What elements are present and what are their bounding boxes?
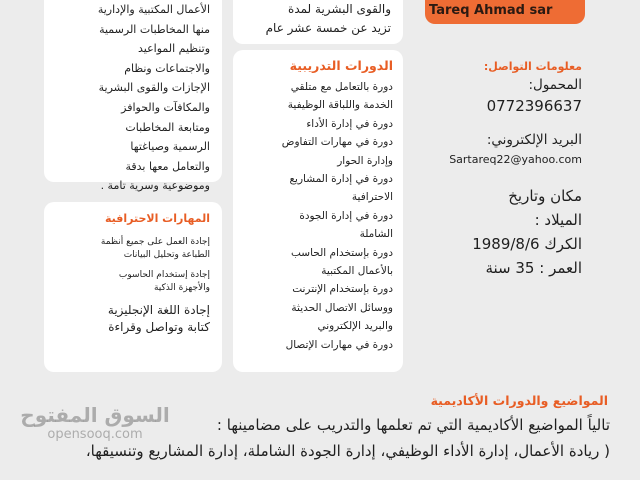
skill-line: إجادة العمل على جميع أنظمة [100, 237, 210, 247]
skill-line: والأجهزة الذكية [153, 283, 210, 293]
training-line: دورة في إدارة الجودة [299, 209, 393, 222]
academic-line: ( ريادة الأعمال، إدارة الأداء الوظيفي، إدارة الجودة الشاملة، إدارة المشاريع وتنسيقها، [85, 442, 610, 460]
skill-line: كتابة وتواصل وقراءة [108, 320, 210, 334]
experience-line: وموضوعية وسرية تامة . [100, 179, 210, 193]
name-badge: Tareq Ahmad sar [425, 0, 585, 24]
training-line: الخدمة واللباقة الوظيفية [287, 99, 393, 112]
skill-line: الطباعة وتحليل البيانات [123, 250, 210, 260]
training-line: الشاملة [359, 228, 393, 241]
mobile-number: 0772396637 [486, 97, 582, 115]
watermark-latin: opensooq.com [47, 427, 143, 442]
experience-line: وتنظيم المواعيد [137, 42, 210, 56]
experience-card [44, 0, 222, 193]
contact-title: معلومات التواصل: [483, 60, 582, 73]
training-line: دورة بإستخدام الحاسب [291, 246, 393, 259]
training-line: دورة في مهارات الإتصال [285, 338, 393, 351]
contact-section [430, 58, 582, 280]
academic-line: تالياً المواضيع الأكاديمية التي تم تعلمها والتدريب على مضامينها : [216, 416, 610, 434]
experience-line: والاجتماعات ونظام [124, 61, 210, 75]
mobile-label: المحمول: [528, 77, 582, 93]
training-line: دورة بالتعامل مع متلقي [290, 81, 393, 93]
watermark-arabic: السوق المفتوح [20, 403, 170, 427]
experience-line: والتعامل معها بدقة [125, 159, 210, 173]
experience-line: الأعمال المكتبية والإدارية [97, 3, 210, 16]
experience-line: منها المخاطبات الرسمية [99, 22, 210, 36]
experience-line: الرسمية وصياغتها [130, 140, 210, 154]
birth-label: مكان وتاريخ [508, 187, 582, 205]
training-line: دورة في إدارة المشاريع [289, 173, 393, 186]
watermark [10, 402, 180, 442]
training-line: الاحترافية [351, 191, 393, 204]
experience-line: الإجازات والقوى البشرية [98, 81, 210, 95]
training-card [233, 50, 403, 372]
training-line: وإدارة الحوار [337, 154, 393, 167]
training-title: الدورات التدريبية [289, 58, 393, 73]
training-line: والبريد الإلكتروني [317, 320, 393, 333]
experience-line: ومتابعة المخاطبات [125, 120, 210, 134]
age-value: العمر : 35 سنة [485, 259, 582, 277]
training-line: دورة في مهارات التفاوض [281, 136, 393, 149]
skill-line: إجادة اللغة الإنجليزية [107, 303, 210, 317]
academic-title: المواضيع والدورات الأكاديمية [430, 393, 608, 408]
birth-label: الميلاد : [534, 211, 582, 229]
skills-card [44, 202, 222, 372]
email-label: البريد الإلكتروني: [486, 132, 582, 148]
email-address: Sartareq22@yahoo.com [449, 153, 582, 166]
training-line: دورة بإستخدام الإنترنت [292, 283, 393, 296]
birth-value: الكرك 1989/8/6 [472, 235, 582, 253]
summary-line: والقوى البشرية لمدة [288, 2, 391, 16]
summary-line: تزيد عن خمسة عشر عام [265, 21, 391, 35]
summary-card [233, 0, 403, 44]
training-line: ووسائل الاتصال الحديثة [291, 301, 393, 314]
training-line: دورة في إدارة الأداء [306, 117, 393, 130]
skill-line: إجادة إستخدام الحاسوب [118, 270, 210, 280]
training-line: بالأعمال المكتبية [321, 265, 393, 278]
experience-line: والمكافآت والحوافز [121, 100, 210, 114]
skills-title: المهارات الاحترافية [104, 212, 210, 225]
